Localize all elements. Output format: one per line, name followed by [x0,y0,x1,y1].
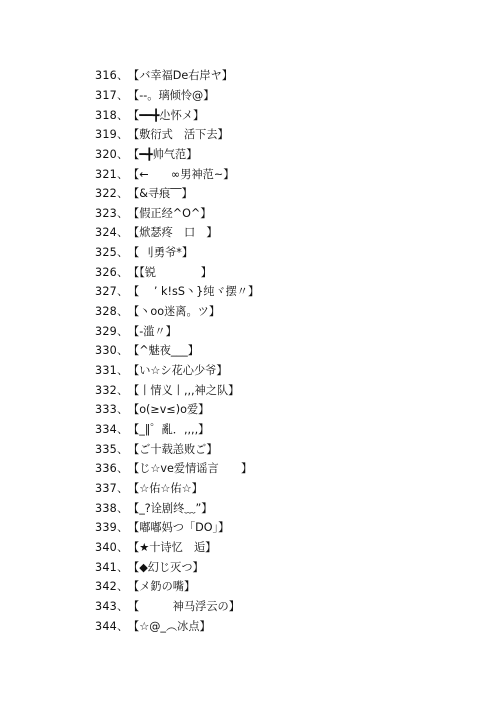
item-number: 319、 [95,128,129,142]
list-item [95,557,475,577]
item-text: 【━╋帅气范】 [128,147,198,161]
list-item [95,577,475,597]
item-number: 317、 [95,88,129,102]
item-text: 【バ幸福De右岸ヤ】 [128,69,233,83]
item-text: 【☆@_︵冰点】 [128,619,211,633]
item-text: 【メ釢の嘴】 [128,580,196,594]
item-number: 332、 [95,383,129,397]
list-item [95,263,475,283]
list-item [95,223,475,243]
list-item [95,282,475,302]
list-item [95,479,475,499]
list-item [95,459,475,479]
item-number: 323、 [95,206,129,220]
item-text: 【假正经^O^】 [128,206,212,220]
item-text: 【_?诠剧终﹏”】 [128,501,213,515]
list-item [95,66,475,86]
item-number: 340、 [95,540,129,554]
item-text: 【嘟嘟妈つ「DO」】 [128,521,230,535]
item-text: 【丨情义丨,,,神之队】 [128,383,240,397]
list-item [95,400,475,420]
item-number: 331、 [95,364,129,378]
item-text: 【o(≥v≤)o爱】 [128,403,210,417]
item-number: 325、 [95,246,129,260]
list-item [95,420,475,440]
item-text: 【 神马浮云の】 [128,599,240,613]
list-item [95,597,475,617]
item-number: 335、 [95,442,129,456]
item-text: 【━━╋尐怀メ】 [128,108,205,122]
list-item [95,164,475,184]
item-number: 318、 [95,108,129,122]
nickname-list [95,66,475,636]
item-number: 322、 [95,187,129,201]
list-item [95,86,475,106]
item-number: 342、 [95,580,129,594]
list-item [95,302,475,322]
item-text: 【じ☆ve爱情谣言 】 [128,462,253,476]
item-number: 321、 [95,167,129,181]
item-number: 343、 [95,599,129,613]
item-number: 328、 [95,305,129,319]
list-item [95,204,475,224]
item-text: 【☆佑☆佑☆】 [128,482,203,495]
item-number: 333、 [95,403,129,417]
item-text: 【焮瑟疼 口 】 [128,226,218,240]
item-number: 320、 [95,147,129,161]
item-text: 【^魅夜___】 [128,344,199,358]
item-text: 【ご十载恙败ご】 [128,442,218,456]
list-item [95,498,475,518]
item-text: 【敷衍式 活下去】 [128,128,229,142]
list-item [95,105,475,125]
list-item [95,538,475,558]
item-text: 【 刂勇爷*】 [128,246,194,260]
list-item [95,616,475,636]
item-text: 【◆幻じ灭つ】 [128,560,204,574]
item-number: 330、 [95,344,129,358]
item-text: 【丶oo迷离。ツ】 [128,305,221,319]
item-number: 316、 [95,69,129,83]
item-number: 336、 [95,462,129,476]
item-number: 341、 [95,560,129,574]
item-number: 324、 [95,226,129,240]
item-text: 【--。璃倾怜@】 [128,88,215,102]
list-item [95,439,475,459]
item-text: 【-滥〃】 [128,324,177,338]
item-number: 329、 [95,324,129,338]
item-text: 【い☆シ花心少爷】 [128,364,228,378]
item-text: 【&寻痕‾‾】 [128,187,193,201]
item-number: 326、 [95,265,129,279]
item-text: 【 ’ k!sS丶}纯ヾ摆〃】 [128,285,260,299]
list-item [95,184,475,204]
item-text: 【_‖゜亂．,,,,】 [128,423,210,437]
item-number: 334、 [95,423,129,437]
list-item [95,518,475,538]
item-text: 【★十诗忆 逅】 [128,540,217,554]
list-item [95,381,475,401]
item-number: 337、 [95,482,129,495]
item-text: 【← ∞男神范~】 [128,167,235,181]
item-number: 327、 [95,285,129,299]
list-item [95,361,475,381]
item-text: 【【锐 】 [128,265,212,279]
item-number: 338、 [95,501,129,515]
list-item [95,145,475,165]
list-item [95,322,475,342]
item-number: 344、 [95,619,129,633]
item-number: 339、 [95,521,129,535]
list-item [95,341,475,361]
list-item [95,125,475,145]
list-item [95,243,475,263]
